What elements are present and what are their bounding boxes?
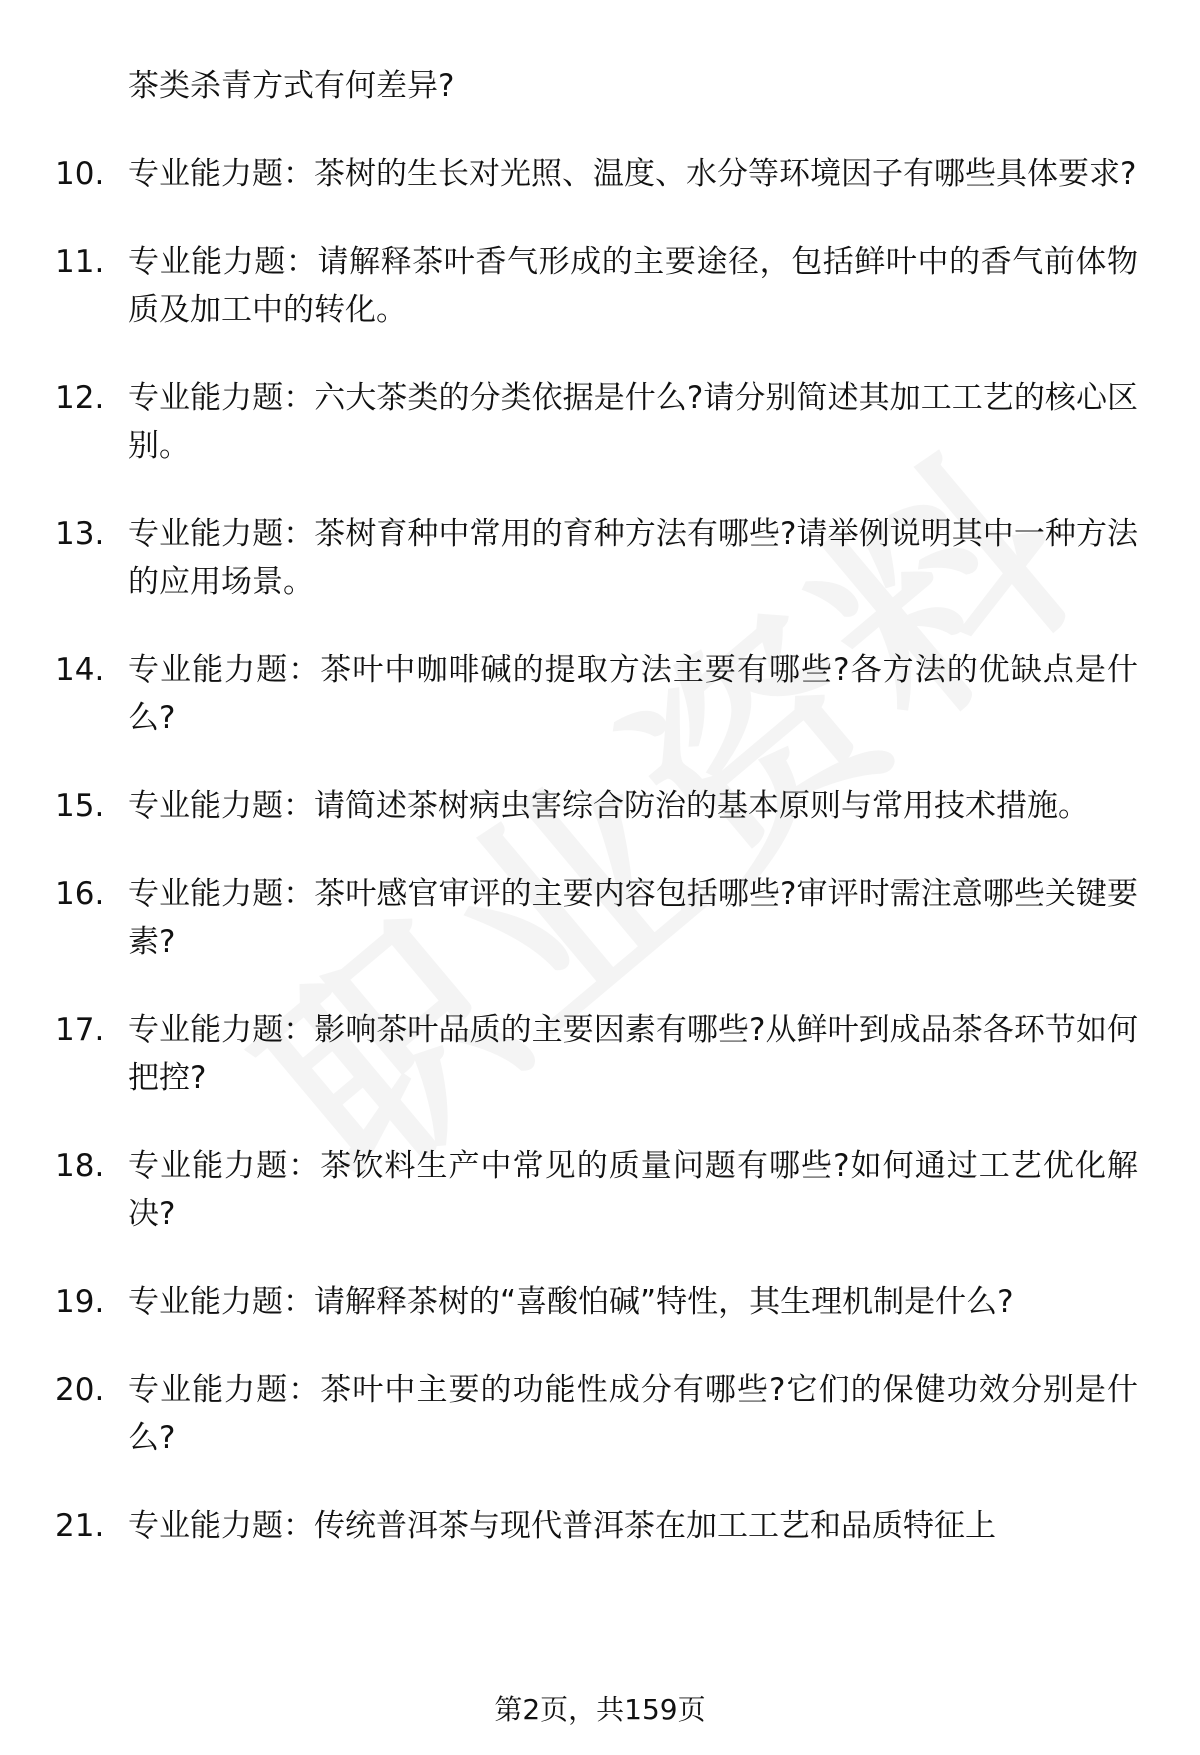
question-text: 专业能力题：请解释茶叶香气形成的主要途径，包括鲜叶中的香气前体物质及加工中的转化。 [128,244,1138,328]
question-item [0,510,1200,606]
question-item [0,1278,1200,1326]
question-item [0,150,1200,198]
question-text: 专业能力题：传统普洱茶与现代普洱茶在加工工艺和品质特征上 [128,1508,996,1544]
question-item [0,1006,1200,1102]
question-number: 14. [55,652,105,688]
question-text: 专业能力题：影响茶叶品质的主要因素有哪些?从鲜叶到成品茶各环节如何把控? [128,1012,1138,1096]
question-item [0,1142,1200,1238]
question-number: 13. [55,516,105,552]
page-footer: 第2页，共159页 [494,1693,706,1726]
question-text: 专业能力题：茶饮料生产中常见的质量问题有哪些?如何通过工艺优化解决? [128,1148,1138,1232]
question-number: 18. [55,1148,105,1184]
question-item [0,782,1200,830]
question-number: 20. [55,1372,105,1408]
question-text: 专业能力题：茶树育种中常用的育种方法有哪些?请举例说明其中一种方法的应用场景。 [128,516,1138,600]
question-text: 专业能力题：茶树的生长对光照、温度、水分等环境因子有哪些具体要求? [128,156,1137,192]
question-text: 专业能力题：六大茶类的分类依据是什么?请分别简述其加工工艺的核心区别。 [128,380,1138,464]
question-item [0,870,1200,966]
question-number: 19. [55,1284,105,1320]
question-text: 专业能力题：请简述茶树病虫害综合防治的基本原则与常用技术措施。 [128,788,1089,824]
question-number: 12. [55,380,105,416]
question-item [0,1366,1200,1462]
question-item [0,374,1200,470]
question-text: 专业能力题：茶叶感官审评的主要内容包括哪些?审评时需注意哪些关键要素? [128,876,1138,960]
question-item [0,1502,1200,1550]
question-number: 17. [55,1012,105,1048]
question-item [0,238,1200,334]
question-number: 16. [55,876,105,912]
continuation-text: 茶类杀青方式有何差异? [128,68,455,104]
question-item [0,646,1200,742]
question-number: 10. [55,156,105,192]
question-number: 11. [55,244,105,280]
question-list [0,62,1200,1590]
question-text: 专业能力题：茶叶中咖啡碱的提取方法主要有哪些?各方法的优缺点是什么? [128,652,1138,736]
question-text: 专业能力题：请解释茶树的“喜酸怕碱”特性，其生理机制是什么? [128,1284,1014,1320]
question-text: 专业能力题：茶叶中主要的功能性成分有哪些?它们的保健功效分别是什么? [128,1372,1138,1456]
question-number: 21. [55,1508,105,1544]
question-number: 15. [55,788,105,824]
